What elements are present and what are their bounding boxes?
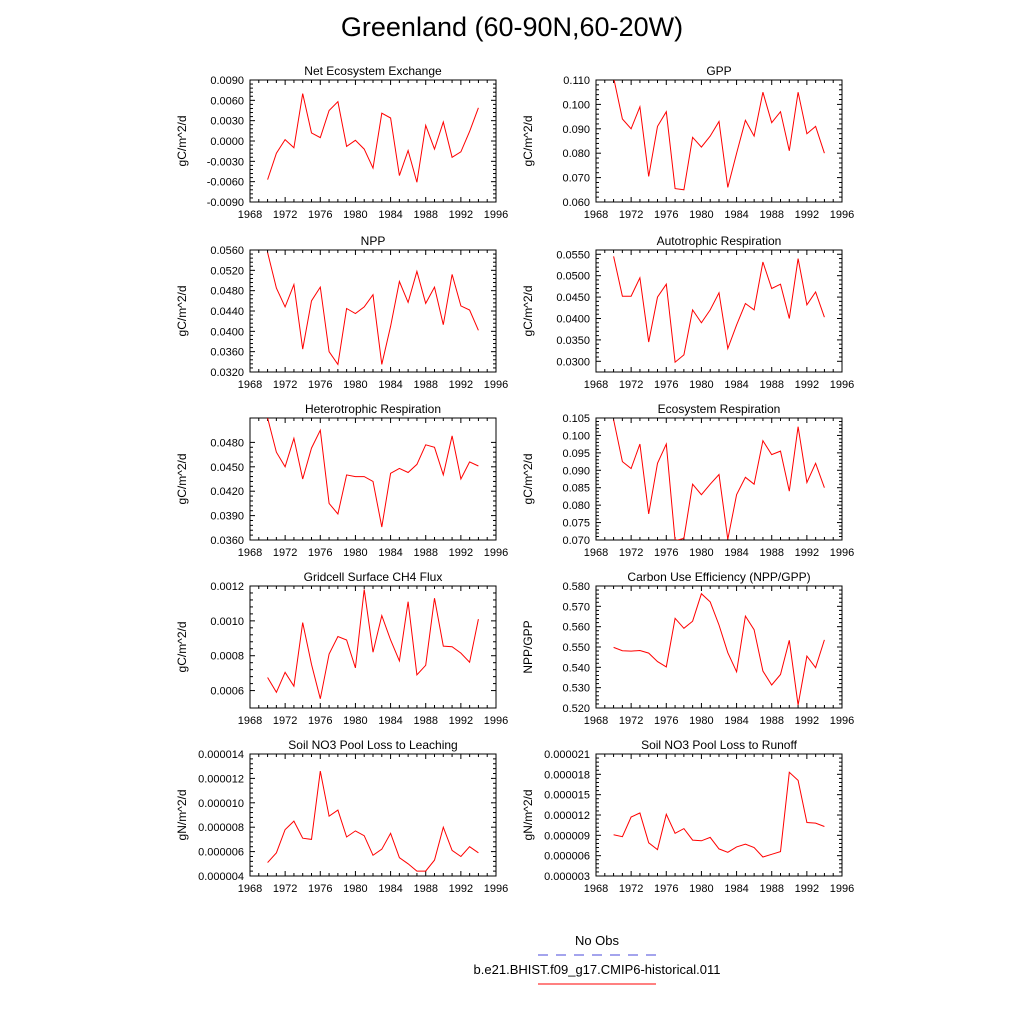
x-tick-label: 1980 (343, 547, 368, 559)
x-tick-label: 1984 (378, 547, 403, 559)
y-tick-label: 0.000012 (198, 773, 244, 786)
plot-frame (596, 80, 842, 202)
x-tick-label: 1972 (272, 379, 298, 391)
x-tick-label: 1992 (794, 379, 820, 391)
x-tick-label: 1988 (413, 715, 438, 727)
x-tick-label: 1996 (483, 209, 509, 221)
x-tick-label: 1992 (448, 209, 474, 221)
x-tick-label: 1968 (237, 715, 263, 727)
x-tick-label: 1988 (759, 883, 784, 895)
chart-title: Carbon Use Efficiency (NPP/GPP) (627, 570, 811, 584)
x-tick-label: 1996 (829, 209, 855, 221)
x-tick-label: 1980 (689, 883, 714, 895)
y-tick-label: 0.0300 (556, 356, 590, 369)
y-tick-label: 0.100 (562, 99, 590, 112)
y-tick-label: 0.105 (562, 413, 590, 425)
x-tick-label: 1980 (343, 715, 368, 727)
x-tick-label: 1972 (618, 547, 644, 559)
chart-title: Autotrophic Respiration (656, 234, 782, 248)
y-tick-label: 0.0060 (210, 95, 244, 108)
x-tick-label: 1976 (308, 209, 333, 221)
x-tick-label: 1996 (829, 715, 855, 727)
chart-panel (175, 64, 508, 221)
chart-title: Soil NO3 Pool Loss to Runoff (641, 738, 797, 752)
chart-title: Gridcell Surface CH4 Flux (303, 570, 443, 584)
chart-panel (175, 402, 508, 559)
y-tick-label: 0.540 (562, 662, 590, 675)
x-tick-label: 1968 (583, 715, 609, 727)
chart-panel (175, 234, 508, 391)
x-tick-label: 1972 (272, 209, 298, 221)
x-tick-label: 1980 (689, 715, 714, 727)
y-tick-label: 0.060 (562, 197, 590, 209)
y-tick-label: 0.070 (562, 535, 590, 547)
chart-title: NPP (360, 234, 386, 248)
x-tick-label: 1976 (654, 715, 679, 727)
y-tick-label: 0.0000 (210, 136, 244, 148)
x-tick-label: 1996 (829, 883, 855, 895)
y-axis-label: gN/m^2/d (521, 789, 535, 841)
x-tick-label: 1984 (378, 715, 403, 727)
chart-title: Net Ecosystem Exchange (304, 64, 442, 78)
x-tick-label: 1968 (583, 379, 609, 391)
x-tick-label: 1968 (237, 547, 263, 559)
chart-panel (521, 234, 854, 391)
y-tick-label: -0.0030 (206, 156, 244, 169)
x-tick-label: 1984 (378, 883, 403, 895)
series-line (268, 418, 479, 527)
y-tick-label: 0.000014 (198, 749, 244, 761)
y-tick-label: 0.000015 (544, 789, 590, 802)
x-tick-label: 1980 (689, 547, 714, 559)
chart-title: Ecosystem Respiration (657, 402, 781, 416)
y-tick-label: 0.090 (562, 465, 590, 478)
x-tick-label: 1984 (724, 379, 749, 391)
y-tick-label: 0.085 (562, 482, 590, 495)
x-tick-label: 1972 (618, 209, 644, 221)
x-tick-label: 1992 (448, 883, 474, 895)
plot-frame (596, 418, 842, 540)
legend-case-label: b.e21.BHIST.f09_g17.CMIP6-historical.011 (473, 962, 721, 977)
y-tick-label: 0.580 (562, 581, 590, 593)
x-tick-label: 1996 (829, 379, 855, 391)
y-tick-label: 0.0360 (210, 535, 244, 547)
chart-panel (521, 402, 854, 559)
y-axis-label: gC/m^2/d (175, 115, 189, 167)
y-tick-label: 0.075 (562, 517, 590, 530)
y-tick-label: 0.0090 (210, 75, 244, 87)
series-line (614, 78, 825, 190)
y-axis-label: gC/m^2/d (521, 115, 535, 167)
x-tick-label: 1984 (378, 379, 403, 391)
y-tick-label: 0.0440 (210, 306, 244, 318)
x-tick-label: 1992 (448, 715, 474, 727)
y-tick-label: 0.0480 (210, 285, 244, 298)
y-tick-label: 0.0450 (210, 461, 244, 474)
y-tick-label: 0.000006 (198, 846, 244, 859)
x-tick-label: 1984 (724, 547, 749, 559)
y-axis-label: gC/m^2/d (175, 621, 189, 673)
series-line (614, 256, 825, 362)
y-axis-label: NPP/GPP (521, 620, 535, 674)
x-tick-label: 1996 (483, 547, 509, 559)
x-tick-label: 1980 (689, 209, 714, 221)
y-tick-label: 0.000021 (544, 749, 590, 761)
y-tick-label: 0.530 (562, 682, 590, 695)
chart-panel (521, 570, 854, 727)
y-tick-label: 0.000010 (198, 797, 244, 810)
y-tick-label: 0.0550 (556, 249, 590, 262)
y-tick-label: 0.0012 (210, 581, 244, 593)
y-tick-label: 0.0520 (210, 265, 244, 278)
y-tick-label: 0.0450 (556, 292, 590, 305)
series-line (268, 771, 479, 871)
x-tick-label: 1992 (448, 379, 474, 391)
y-tick-label: -0.0090 (206, 197, 244, 209)
plot-frame (596, 250, 842, 372)
x-tick-label: 1996 (483, 715, 509, 727)
y-tick-label: 0.0390 (210, 510, 244, 523)
x-tick-label: 1972 (618, 715, 644, 727)
x-tick-label: 1976 (308, 715, 333, 727)
x-tick-label: 1980 (343, 209, 368, 221)
y-tick-label: 0.000003 (544, 871, 590, 883)
plot-frame (250, 418, 496, 540)
x-tick-label: 1992 (794, 209, 820, 221)
y-tick-label: 0.000018 (544, 769, 590, 782)
y-tick-label: 0.000004 (198, 871, 244, 883)
y-tick-label: 0.570 (562, 601, 590, 614)
series-line (268, 94, 479, 183)
x-tick-label: 1988 (759, 379, 784, 391)
x-tick-label: 1976 (308, 547, 333, 559)
x-tick-label: 1976 (308, 379, 333, 391)
chart-title: Soil NO3 Pool Loss to Leaching (288, 738, 458, 752)
x-tick-label: 1984 (378, 209, 403, 221)
plot-frame (596, 586, 842, 708)
y-tick-label: 0.000008 (198, 822, 244, 835)
chart-title: Heterotrophic Respiration (304, 402, 442, 416)
y-tick-label: 0.0480 (210, 437, 244, 450)
chart-panel (521, 64, 854, 221)
x-tick-label: 1996 (829, 547, 855, 559)
y-tick-label: 0.090 (562, 123, 590, 136)
plot-frame (250, 586, 496, 708)
x-tick-label: 1988 (759, 547, 784, 559)
y-tick-label: 0.080 (562, 148, 590, 161)
x-tick-label: 1980 (343, 883, 368, 895)
x-tick-label: 1980 (689, 379, 714, 391)
legend-obs-label: No Obs (574, 933, 620, 948)
x-tick-label: 1972 (618, 883, 644, 895)
x-tick-label: 1988 (413, 379, 438, 391)
plot-frame (250, 754, 496, 876)
x-tick-label: 1976 (654, 883, 679, 895)
y-tick-label: 0.0010 (210, 615, 244, 628)
x-tick-label: 1996 (483, 883, 509, 895)
x-tick-label: 1976 (654, 547, 679, 559)
x-tick-label: 1972 (272, 883, 298, 895)
x-tick-label: 1976 (654, 379, 679, 391)
y-tick-label: 0.095 (562, 447, 590, 460)
y-tick-label: 0.0400 (556, 313, 590, 326)
y-tick-label: 0.0350 (556, 334, 590, 347)
y-tick-label: 0.0500 (556, 270, 590, 283)
x-tick-label: 1972 (272, 547, 298, 559)
y-tick-label: 0.070 (562, 172, 590, 185)
y-axis-label: gC/m^2/d (175, 285, 189, 337)
series-line (268, 253, 479, 365)
y-tick-label: 0.0420 (210, 486, 244, 499)
x-tick-label: 1976 (308, 883, 333, 895)
y-tick-label: -0.0060 (206, 176, 244, 189)
y-tick-label: 0.100 (562, 430, 590, 443)
x-tick-label: 1984 (724, 209, 749, 221)
x-tick-label: 1968 (237, 209, 263, 221)
y-tick-label: 0.0008 (210, 650, 244, 663)
y-tick-label: 0.560 (562, 621, 590, 634)
y-tick-label: 0.0006 (210, 685, 244, 698)
y-tick-label: 0.0360 (210, 346, 244, 359)
y-tick-label: 0.000009 (544, 830, 590, 843)
y-tick-label: 0.0560 (210, 245, 244, 257)
figure-title: Greenland (60-90N,60-20W) (340, 12, 684, 42)
x-tick-label: 1968 (237, 883, 263, 895)
x-tick-label: 1988 (413, 883, 438, 895)
chart-panel (175, 738, 508, 895)
x-tick-label: 1988 (759, 715, 784, 727)
x-tick-label: 1980 (343, 379, 368, 391)
y-tick-label: 0.110 (563, 75, 590, 87)
x-tick-label: 1984 (724, 883, 749, 895)
y-tick-label: 0.080 (562, 500, 590, 513)
x-tick-label: 1988 (413, 547, 438, 559)
chart-panel (521, 738, 854, 895)
chart-panel (175, 570, 508, 727)
series-line (614, 420, 825, 541)
y-tick-label: 0.0320 (210, 367, 244, 379)
y-tick-label: 0.520 (562, 703, 590, 715)
x-tick-label: 1988 (759, 209, 784, 221)
series-line (614, 772, 825, 857)
x-tick-label: 1992 (448, 547, 474, 559)
y-tick-label: 0.000006 (544, 850, 590, 863)
y-axis-label: gN/m^2/d (175, 789, 189, 841)
x-tick-label: 1972 (618, 379, 644, 391)
x-tick-label: 1976 (654, 209, 679, 221)
y-axis-label: gC/m^2/d (521, 453, 535, 505)
y-tick-label: 0.000012 (544, 810, 590, 822)
x-tick-label: 1992 (794, 715, 820, 727)
x-tick-label: 1968 (583, 883, 609, 895)
y-axis-label: gC/m^2/d (521, 285, 535, 337)
x-tick-label: 1992 (794, 883, 820, 895)
series-line (268, 590, 479, 699)
y-tick-label: 0.0030 (210, 115, 244, 128)
x-tick-label: 1992 (794, 547, 820, 559)
x-tick-label: 1988 (413, 209, 438, 221)
y-axis-label: gC/m^2/d (175, 453, 189, 505)
x-tick-label: 1996 (483, 379, 509, 391)
series-line (614, 594, 825, 705)
chart-title: GPP (706, 64, 732, 78)
plot-frame (250, 250, 496, 372)
y-tick-label: 0.0400 (210, 326, 244, 339)
y-tick-label: 0.550 (562, 642, 590, 654)
x-tick-label: 1984 (724, 715, 749, 727)
x-tick-label: 1972 (272, 715, 298, 727)
x-tick-label: 1968 (583, 547, 609, 559)
x-tick-label: 1968 (583, 209, 609, 221)
x-tick-label: 1968 (237, 379, 263, 391)
